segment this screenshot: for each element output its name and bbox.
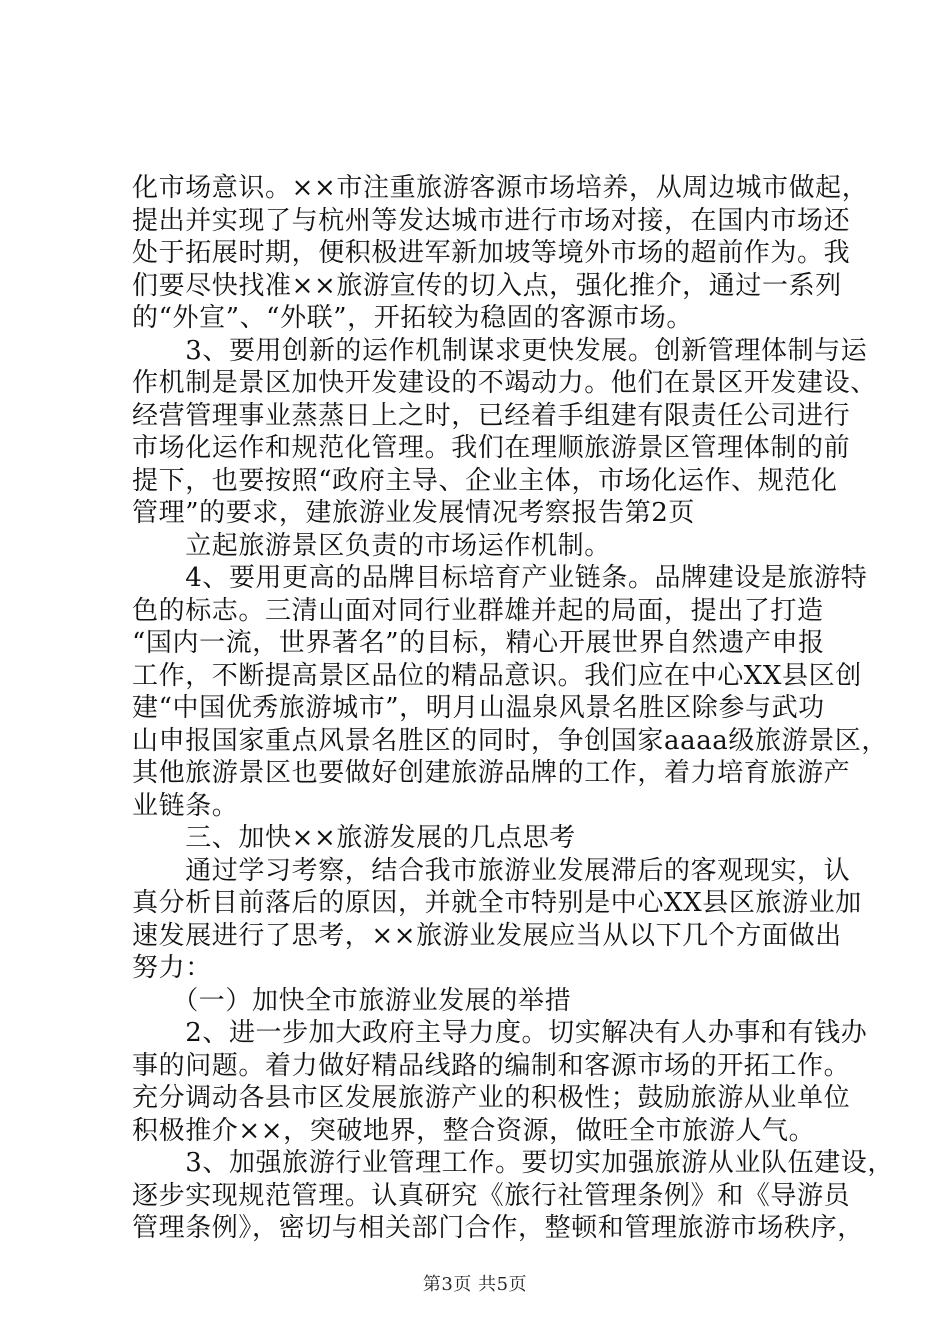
text-line: 山申报国家重点风景名胜区的同时，争创国家aaaa级旅游景区，: [132, 726, 889, 756]
text-line: 建“中国优秀旅游城市”，明月山温泉风景名胜区除参与武功: [132, 693, 825, 723]
text-line: 经营管理事业蒸蒸日上之时，已经着手组建有限责任公司进行: [132, 401, 851, 431]
page-footer: 第3页 共5页: [422, 1274, 528, 1295]
text-line: 速发展进行了思考，××旅游业发展应当从以下几个方面做出: [132, 921, 842, 951]
text-line: 市场化运作和规范化管理。我们在理顺旅游景区管理体制的前: [132, 433, 851, 463]
text-line: 处于拓展时期，便积极进军新加坡等境外市场的超前作为。我: [132, 238, 851, 268]
text-line: 作机制是景区加快开发建设的不竭动力。他们在景区开发建设、: [132, 368, 877, 398]
text-line: 其他旅游景区也要做好创建旅游品牌的工作，着力培育旅游产: [132, 758, 851, 788]
text-line: 管理”的要求，建旅游业发展情况考察报告第2页: [132, 498, 696, 528]
text-line: 3、要用创新的运作机制谋求更快发展。创新管理体制与运: [132, 336, 868, 366]
text-line: 努力：: [132, 953, 212, 983]
text-line: 立起旅游景区负责的市场运作机制。: [132, 531, 611, 561]
text-line: 业链条。: [132, 791, 239, 821]
text-line: 事的问题。着力做好精品线路的编制和客源市场的开拓工作。: [132, 1051, 851, 1081]
text-line: 通过学习考察，结合我市旅游业发展滞后的客观现实，认: [132, 856, 851, 886]
text-line: 真分析目前落后的原因，并就全市特别是中心XX县区旅游业加: [132, 888, 862, 918]
text-line: 化市场意识。××市注重旅游客源市场培养，从周边城市做起，: [132, 173, 869, 203]
text-line: 提出并实现了与杭州等发达城市进行市场对接，在国内市场还: [132, 206, 851, 236]
subsection-heading: （一）加快全市旅游业发展的举措: [132, 986, 572, 1016]
text-line: 提下，也要按照“政府主导、企业主体，市场化运作、规范化: [132, 466, 838, 496]
text-line: 逐步实现规范管理。认真研究《旅行社管理条例》和《导游员: [132, 1181, 851, 1211]
text-line: “国内一流，世界著名”的目标，精心开展世界自然遗产申报: [132, 628, 825, 658]
text-line: 工作，不断提高景区品位的精品意识。我们应在中心XX县区创: [132, 661, 862, 691]
text-line: 们要尽快找准××旅游宣传的切入点，强化推介，通过一系列: [132, 271, 842, 301]
text-line: 充分调动各县市区发展旅游产业的积极性；鼓励旅游从业单位: [132, 1083, 851, 1113]
text-line: 4、要用更高的品牌目标培育产业链条。品牌建设是旅游特: [132, 563, 868, 593]
text-line: 色的标志。三清山面对同行业群雄并起的局面，提出了打造: [132, 596, 824, 626]
section-heading: 三、加快××旅游发展的几点思考: [132, 823, 576, 853]
text-line: 管理条例》，密切与相关部门合作，整顿和管理旅游市场秩序，: [132, 1213, 864, 1243]
text-line: 积极推介××，突破地界，整合资源，做旺全市旅游人气。: [132, 1116, 816, 1146]
text-line: 的“外宣”、“外联”，开拓较为稳固的客源市场。: [132, 303, 693, 333]
text-line: 3、加强旅游行业管理工作。要切实加强旅游从业队伍建设，: [132, 1148, 894, 1178]
text-line: 2、进一步加大政府主导力度。切实解决有人办事和有钱办: [132, 1018, 868, 1048]
